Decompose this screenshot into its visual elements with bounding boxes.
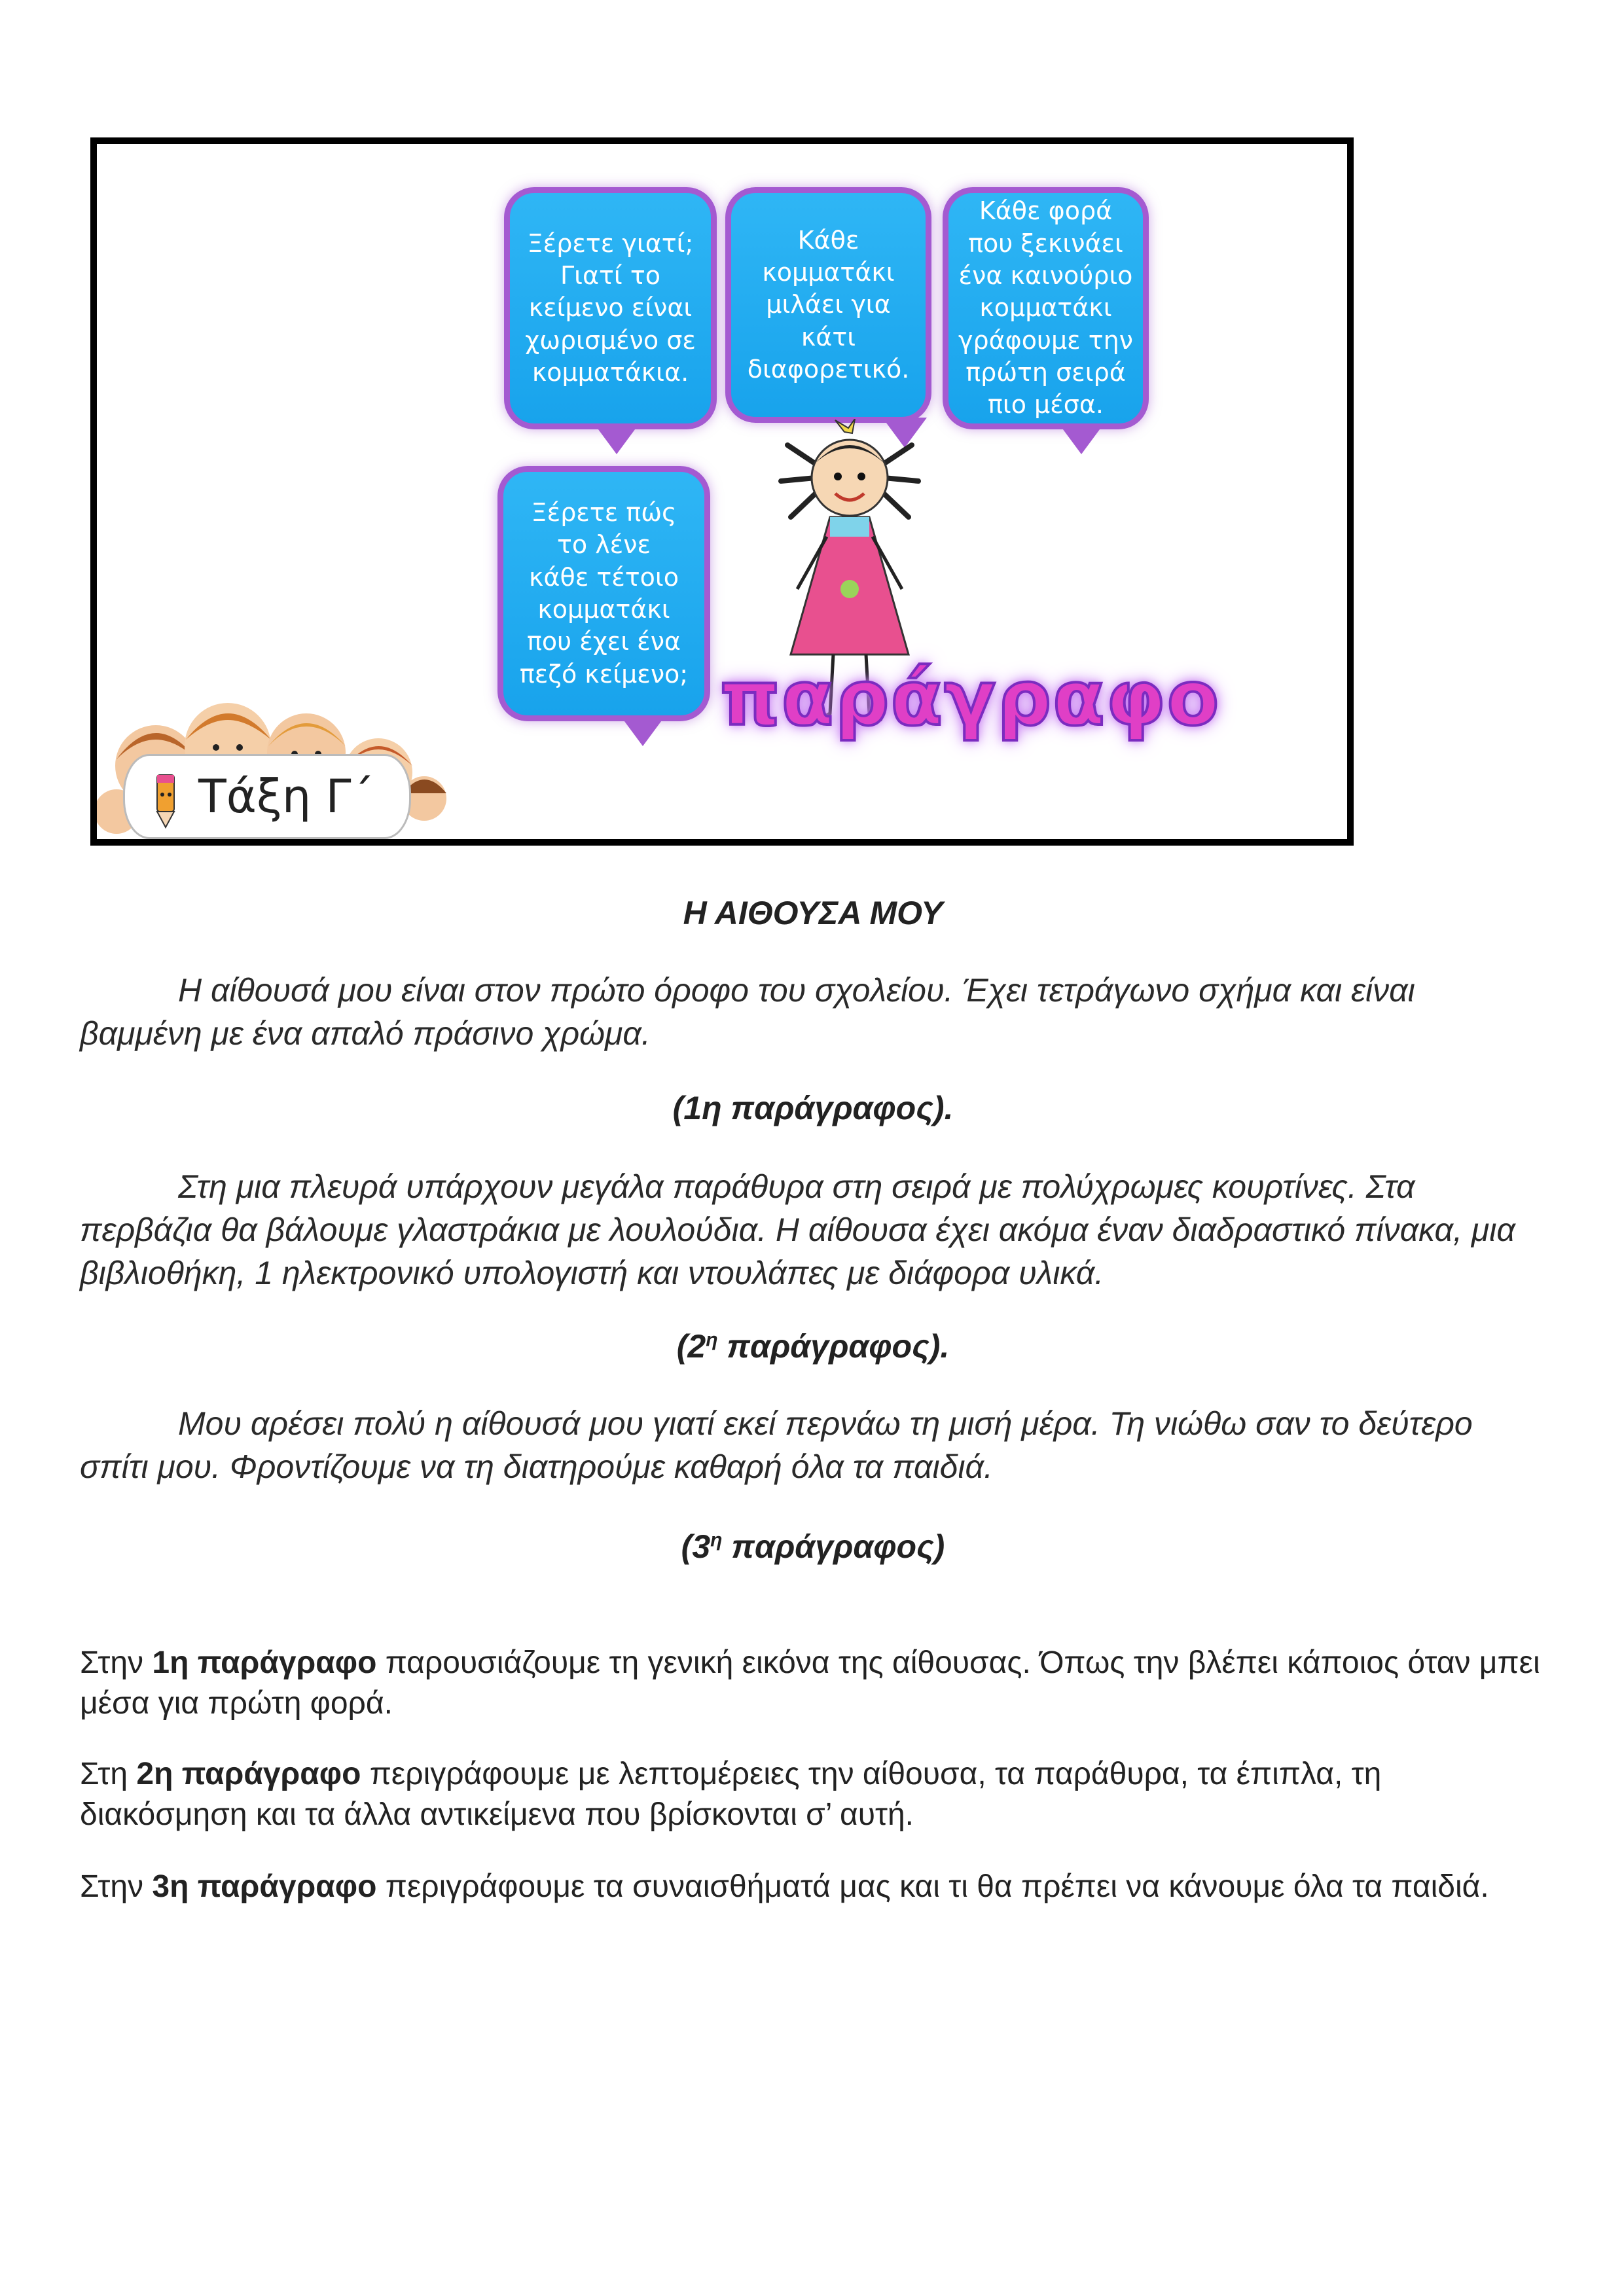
answer-word: παράγραφο: [720, 655, 1221, 743]
bubble-tail-4: [621, 716, 665, 746]
explanation-3: Στην 3η παράγραφο περιγράφουμε τα συναισθήματά μας και τι θα πρέπει να κάνουμε όλα τα παιδιά.: [80, 1869, 1489, 1904]
bubble-tail-1: [594, 424, 639, 454]
bubble-tail-3: [1059, 424, 1104, 454]
explanation-1: Στην 1η παράγραφο παρουσιάζουμε τη γενική εικόνα της αίθουσας. Όπως την βλέπει κάποιος όταν μπει μέσα για πρώτη φορά.: [80, 1645, 1540, 1721]
paragraph-3: Μου αρέσει πολύ η αίθουσά μου γιατί εκεί περνάω τη μισή μέρα. Τη νιώθω σαν το δεύτερο σπίτι μου. Φροντίζουμε να τη διατηρούμε καθαρή όλα τα παιδιά.: [80, 1405, 1473, 1485]
speech-bubble-2: Κάθε κομματάκι μιλάει για κάτι διαφορετικό.: [725, 187, 931, 423]
class-label: Τάξη Γ΄: [123, 754, 411, 839]
explanation-2: Στη 2η παράγραφο περιγράφουμε με λεπτομέρειες την αίθουσα, τα παράθυρα, τα έπιπλα, τη διακόσμηση και τα άλλα αντικείμενα που βρίσκονται σ’ αυτή.: [80, 1757, 1382, 1832]
poster-image: [90, 137, 1354, 846]
paragraph-label-1: (1η παράγραφος).: [672, 1090, 954, 1126]
paragraph-label-2: ($2^\eta$ παράγραφος).: [676, 1328, 950, 1365]
speech-bubble-4: Ξέρετε πώς το λένε κάθε τέτοιο κομματάκι που έχει ένα πεζό κείμενο;: [497, 466, 710, 721]
pencil-icon: [143, 771, 189, 830]
speech-bubble-3: Κάθε φορά που ξεκινάει ένα καινούριο κομματάκι γράφουμε την πρώτη σειρά πιο μέσα.: [943, 187, 1149, 429]
speech-bubble-1: Ξέρετε γιατί; Γιατί το κείμενο είναι χωρισμένο σε κομματάκια.: [504, 187, 717, 429]
paragraph-2: Στη μια πλευρά υπάρχουν μεγάλα παράθυρα στη σειρά με πολύχρωμες κουρτίνες. Στα περβάζια θα βάλουμε γλαστράκια με λουλούδια. Η αίθουσα έχει ακόμα έναν διαδραστικό πίνακα, μια βιβλιοθήκη, 1 ηλεκτρονικό υπολογιστή και ντουλάπες με διάφορα υλικά.: [80, 1168, 1515, 1291]
page-title: Η ΑΙΘΟΥΣΑ ΜΟΥ: [683, 895, 943, 931]
paragraph-1: Η αίθουσά μου είναι στον πρώτο όροφο του σχολείου. Έχει τετράγωνο σχήμα και είναι βαμμένη με ένα απαλό πράσινο χρώμα.: [80, 972, 1415, 1052]
paragraph-label-3: ($3^\eta$ παράγραφος): [681, 1528, 945, 1565]
